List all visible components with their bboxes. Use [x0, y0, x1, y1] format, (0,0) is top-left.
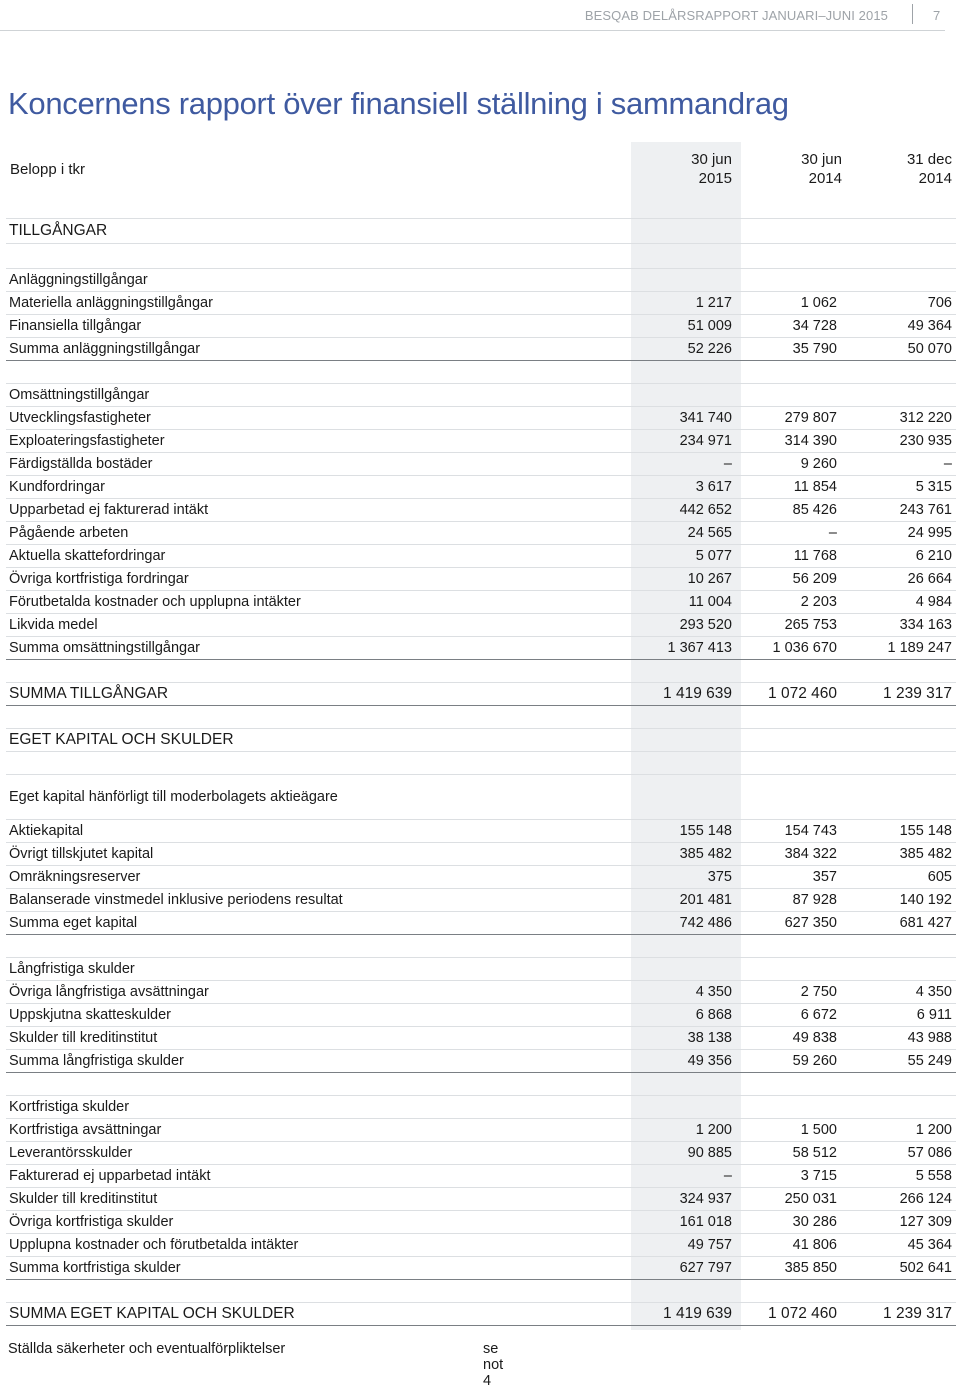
header-divider [912, 4, 913, 24]
row-value-c3: – [851, 453, 956, 476]
row-label [6, 244, 631, 269]
row-value-c3: 57 086 [851, 1142, 956, 1165]
row-value-c3 [851, 361, 956, 384]
row-value-c1: 49 356 [631, 1050, 741, 1073]
row-value-c1: 5 077 [631, 545, 741, 568]
table-row [6, 196, 956, 219]
row-value-c1: 442 652 [631, 499, 741, 522]
row-value-c1 [631, 1096, 741, 1119]
table-row [6, 775, 956, 820]
row-value-c2 [741, 660, 851, 683]
column-header-c2-line1: 30 jun [801, 151, 842, 168]
row-label: Summa kortfristiga skulder [6, 1257, 631, 1280]
row-value-c1: 38 138 [631, 1027, 741, 1050]
row-value-c2 [741, 244, 851, 269]
row-value-c3: 26 664 [851, 568, 956, 591]
row-value-c3 [851, 1073, 956, 1096]
row-label: EGET KAPITAL OCH SKULDER [6, 729, 631, 752]
row-value-c3: 5 315 [851, 476, 956, 499]
row-label [6, 1280, 631, 1303]
column-header-c2-line2: 2014 [808, 170, 842, 187]
row-value-c1 [631, 269, 741, 292]
table-row [6, 1073, 956, 1096]
report-header [0, 0, 960, 30]
table-row [6, 292, 956, 315]
row-value-c2 [741, 269, 851, 292]
balance-sheet-table [6, 196, 956, 1326]
table-row [6, 889, 956, 912]
row-label: Uppskjutna skatteskulder [6, 1004, 631, 1027]
row-value-c1: 90 885 [631, 1142, 741, 1165]
row-value-c2 [741, 384, 851, 407]
row-value-c1: 51 009 [631, 315, 741, 338]
table-row [6, 407, 956, 430]
row-value-c3: 45 364 [851, 1234, 956, 1257]
row-value-c1 [631, 752, 741, 775]
row-value-c2: 279 807 [741, 407, 851, 430]
row-value-c1 [631, 706, 741, 729]
header-rule [0, 30, 945, 31]
row-value-c2: 9 260 [741, 453, 851, 476]
row-value-c3: 334 163 [851, 614, 956, 637]
table-row [6, 361, 956, 384]
table-row [6, 958, 956, 981]
table-row [6, 384, 956, 407]
row-value-c3: 4 984 [851, 591, 956, 614]
row-value-c1: 293 520 [631, 614, 741, 637]
row-label [6, 361, 631, 384]
row-value-c3: 50 070 [851, 338, 956, 361]
row-value-c1: 24 565 [631, 522, 741, 545]
table-row [6, 1257, 956, 1280]
row-label: Övriga kortfristiga skulder [6, 1211, 631, 1234]
row-value-c3: 243 761 [851, 499, 956, 522]
row-label [6, 1073, 631, 1096]
table-row [6, 244, 956, 269]
table-row [6, 1188, 956, 1211]
table-row [6, 219, 956, 244]
page-number: 7 [933, 8, 941, 23]
row-value-c2: 1 072 460 [741, 1303, 851, 1326]
column-header-c3-line2: 2014 [918, 170, 952, 187]
row-value-c3: 312 220 [851, 407, 956, 430]
row-label: Övriga kortfristiga fordringar [6, 568, 631, 591]
row-value-c2: 56 209 [741, 568, 851, 591]
table-row [6, 1142, 956, 1165]
row-value-c3: 266 124 [851, 1188, 956, 1211]
table-row [6, 476, 956, 499]
row-label: SUMMA TILLGÅNGAR [6, 683, 631, 706]
row-value-c1: – [631, 453, 741, 476]
table-row [6, 522, 956, 545]
column-header-c3-line1: 31 dec [906, 151, 952, 168]
row-label [6, 196, 631, 219]
row-value-c1 [631, 384, 741, 407]
row-value-c1 [631, 244, 741, 269]
row-value-c2 [741, 219, 851, 244]
row-value-c3 [851, 775, 956, 820]
footer-note-reference: se not 4 [483, 1341, 504, 1389]
row-label: Långfristiga skulder [6, 958, 631, 981]
row-value-c3 [851, 1280, 956, 1303]
table-row [6, 1027, 956, 1050]
amount-unit-label: Belopp i tkr [10, 161, 86, 178]
row-value-c2: 58 512 [741, 1142, 851, 1165]
row-value-c1 [631, 219, 741, 244]
row-label: TILLGÅNGAR [6, 219, 631, 244]
row-label: Skulder till kreditinstitut [6, 1027, 631, 1050]
row-value-c2: 357 [741, 866, 851, 889]
row-label: Övrigt tillskjutet kapital [6, 843, 631, 866]
row-value-c1 [631, 361, 741, 384]
row-value-c3 [851, 269, 956, 292]
row-value-c2: 627 350 [741, 912, 851, 935]
row-value-c1: 1 367 413 [631, 637, 741, 660]
row-value-c3: 5 558 [851, 1165, 956, 1188]
column-header [0, 142, 960, 196]
table-row [6, 820, 956, 843]
row-value-c2: – [741, 522, 851, 545]
row-value-c3 [851, 196, 956, 219]
column-header-c1-line2: 2015 [698, 170, 732, 187]
table-row [6, 545, 956, 568]
row-value-c2 [741, 958, 851, 981]
table-row [6, 866, 956, 889]
row-label: Kortfristiga avsättningar [6, 1119, 631, 1142]
row-value-c3 [851, 384, 956, 407]
row-value-c2: 1 036 670 [741, 637, 851, 660]
table-row [6, 1280, 956, 1303]
table-row [6, 752, 956, 775]
table-row [6, 981, 956, 1004]
row-value-c3: 1 200 [851, 1119, 956, 1142]
row-value-c1: 1 419 639 [631, 683, 741, 706]
row-value-c3: 6 911 [851, 1004, 956, 1027]
row-value-c3 [851, 219, 956, 244]
row-label: Anläggningstillgångar [6, 269, 631, 292]
row-label: Aktuella skattefordringar [6, 545, 631, 568]
row-value-c2: 314 390 [741, 430, 851, 453]
table-row [6, 614, 956, 637]
balance-sheet-body [6, 196, 956, 1326]
row-value-c2: 1 500 [741, 1119, 851, 1142]
row-label: Omsättningstillgångar [6, 384, 631, 407]
row-value-c2: 87 928 [741, 889, 851, 912]
row-value-c3: 4 350 [851, 981, 956, 1004]
row-label: Eget kapital hänförligt till moderbolagets aktieägare [6, 775, 631, 820]
footer-label: Ställda säkerheter och eventualförpliktelser [8, 1341, 286, 1357]
row-value-c1: – [631, 1165, 741, 1188]
row-value-c2: 11 854 [741, 476, 851, 499]
row-label: Fakturerad ej upparbetad intäkt [6, 1165, 631, 1188]
row-value-c3 [851, 935, 956, 958]
row-value-c1: 1 200 [631, 1119, 741, 1142]
row-label: Summa långfristiga skulder [6, 1050, 631, 1073]
row-value-c1: 49 757 [631, 1234, 741, 1257]
row-label: Materiella anläggningstillgångar [6, 292, 631, 315]
row-value-c3 [851, 1096, 956, 1119]
row-value-c2: 41 806 [741, 1234, 851, 1257]
row-value-c3: 605 [851, 866, 956, 889]
row-value-c1 [631, 1280, 741, 1303]
row-label: Summa anläggningstillgångar [6, 338, 631, 361]
table-row [6, 637, 956, 660]
row-value-c1 [631, 1073, 741, 1096]
row-label: Summa eget kapital [6, 912, 631, 935]
row-label: Upparbetad ej fakturerad intäkt [6, 499, 631, 522]
row-value-c2: 11 768 [741, 545, 851, 568]
row-label: Utvecklingsfastigheter [6, 407, 631, 430]
row-value-c1 [631, 935, 741, 958]
table-row [6, 499, 956, 522]
row-value-c3 [851, 706, 956, 729]
row-label: Färdigställda bostäder [6, 453, 631, 476]
row-value-c1: 742 486 [631, 912, 741, 935]
row-value-c2 [741, 752, 851, 775]
row-label: Balanserade vinstmedel inklusive periodens resultat [6, 889, 631, 912]
table-row [6, 1211, 956, 1234]
row-value-c2: 1 062 [741, 292, 851, 315]
table-row [6, 706, 956, 729]
row-value-c3: 385 482 [851, 843, 956, 866]
table-row [6, 1165, 956, 1188]
row-value-c3 [851, 660, 956, 683]
table-row [6, 1004, 956, 1027]
row-value-c2 [741, 196, 851, 219]
row-value-c2 [741, 706, 851, 729]
row-value-c3: 55 249 [851, 1050, 956, 1073]
row-value-c1: 10 267 [631, 568, 741, 591]
row-label: Omräkningsreserver [6, 866, 631, 889]
table-row [6, 1119, 956, 1142]
row-value-c2: 250 031 [741, 1188, 851, 1211]
table-row [6, 315, 956, 338]
table-row [6, 1303, 956, 1326]
row-value-c3: 681 427 [851, 912, 956, 935]
column-header-c2 [752, 150, 842, 188]
row-value-c2: 385 850 [741, 1257, 851, 1280]
row-label: Skulder till kreditinstitut [6, 1188, 631, 1211]
row-value-c2: 3 715 [741, 1165, 851, 1188]
column-header-c1 [642, 150, 732, 188]
row-value-c1: 375 [631, 866, 741, 889]
row-value-c3: 155 148 [851, 820, 956, 843]
row-value-c1 [631, 729, 741, 752]
row-value-c2: 2 203 [741, 591, 851, 614]
row-value-c3 [851, 729, 956, 752]
row-label: Finansiella tillgångar [6, 315, 631, 338]
row-value-c2 [741, 1073, 851, 1096]
row-value-c3 [851, 752, 956, 775]
table-row [6, 1050, 956, 1073]
row-value-c1: 3 617 [631, 476, 741, 499]
row-value-c2: 30 286 [741, 1211, 851, 1234]
row-value-c3: 1 239 317 [851, 683, 956, 706]
table-row [6, 1096, 956, 1119]
row-label: Kundfordringar [6, 476, 631, 499]
row-value-c2 [741, 361, 851, 384]
row-label [6, 752, 631, 775]
row-value-c1 [631, 775, 741, 820]
table-row [6, 683, 956, 706]
column-header-c1-line1: 30 jun [691, 151, 732, 168]
footer [8, 1341, 504, 1389]
row-value-c3 [851, 958, 956, 981]
row-value-c2: 59 260 [741, 1050, 851, 1073]
row-value-c2 [741, 1280, 851, 1303]
row-value-c1: 1 217 [631, 292, 741, 315]
row-value-c3: 140 192 [851, 889, 956, 912]
row-value-c1 [631, 196, 741, 219]
row-value-c1: 4 350 [631, 981, 741, 1004]
row-value-c2: 1 072 460 [741, 683, 851, 706]
row-value-c1: 1 419 639 [631, 1303, 741, 1326]
row-value-c1 [631, 660, 741, 683]
row-value-c1: 201 481 [631, 889, 741, 912]
row-label: Övriga långfristiga avsättningar [6, 981, 631, 1004]
row-label: SUMMA EGET KAPITAL OCH SKULDER [6, 1303, 631, 1326]
row-value-c2: 2 750 [741, 981, 851, 1004]
row-value-c3: 706 [851, 292, 956, 315]
row-label: Exploateringsfastigheter [6, 430, 631, 453]
row-label: Förutbetalda kostnader och upplupna intäkter [6, 591, 631, 614]
row-value-c3: 502 641 [851, 1257, 956, 1280]
row-label [6, 660, 631, 683]
row-value-c2 [741, 729, 851, 752]
row-value-c1: 6 868 [631, 1004, 741, 1027]
table-row [6, 591, 956, 614]
row-value-c2 [741, 935, 851, 958]
row-value-c3: 43 988 [851, 1027, 956, 1050]
row-value-c1: 385 482 [631, 843, 741, 866]
row-value-c3: 1 189 247 [851, 637, 956, 660]
page-title: Koncernens rapport över finansiell ställning i sammandrag [8, 86, 789, 121]
table-row [6, 338, 956, 361]
row-value-c1: 11 004 [631, 591, 741, 614]
report-title: BESQAB DELÅRSRAPPORT JANUARI–JUNI 2015 [584, 8, 888, 23]
row-value-c2: 85 426 [741, 499, 851, 522]
row-value-c1: 627 797 [631, 1257, 741, 1280]
table-row [6, 453, 956, 476]
row-label [6, 706, 631, 729]
row-value-c2: 384 322 [741, 843, 851, 866]
table-row [6, 912, 956, 935]
row-value-c2: 154 743 [741, 820, 851, 843]
table-row [6, 1234, 956, 1257]
row-value-c1: 52 226 [631, 338, 741, 361]
table-row [6, 660, 956, 683]
row-label: Leverantörsskulder [6, 1142, 631, 1165]
table-row [6, 729, 956, 752]
row-value-c1: 341 740 [631, 407, 741, 430]
table-row [6, 269, 956, 292]
table-row [6, 843, 956, 866]
row-value-c3: 49 364 [851, 315, 956, 338]
row-value-c2: 35 790 [741, 338, 851, 361]
table-row [6, 935, 956, 958]
row-label [6, 935, 631, 958]
row-value-c3: 1 239 317 [851, 1303, 956, 1326]
row-value-c1: 234 971 [631, 430, 741, 453]
row-label: Upplupna kostnader och förutbetalda intäkter [6, 1234, 631, 1257]
row-label: Aktiekapital [6, 820, 631, 843]
row-value-c1: 161 018 [631, 1211, 741, 1234]
row-value-c3: 6 210 [851, 545, 956, 568]
row-value-c3: 127 309 [851, 1211, 956, 1234]
row-value-c2: 6 672 [741, 1004, 851, 1027]
row-label: Pågående arbeten [6, 522, 631, 545]
row-value-c1 [631, 958, 741, 981]
row-value-c3 [851, 244, 956, 269]
row-label: Kortfristiga skulder [6, 1096, 631, 1119]
row-value-c3: 24 995 [851, 522, 956, 545]
table-row [6, 568, 956, 591]
column-header-c3 [862, 150, 952, 188]
row-label: Likvida medel [6, 614, 631, 637]
row-value-c1: 324 937 [631, 1188, 741, 1211]
row-value-c2 [741, 1096, 851, 1119]
row-value-c1: 155 148 [631, 820, 741, 843]
table-row [6, 430, 956, 453]
row-value-c2: 34 728 [741, 315, 851, 338]
row-value-c3: 230 935 [851, 430, 956, 453]
row-value-c2 [741, 775, 851, 820]
row-value-c2: 49 838 [741, 1027, 851, 1050]
row-value-c2: 265 753 [741, 614, 851, 637]
row-label: Summa omsättningstillgångar [6, 637, 631, 660]
